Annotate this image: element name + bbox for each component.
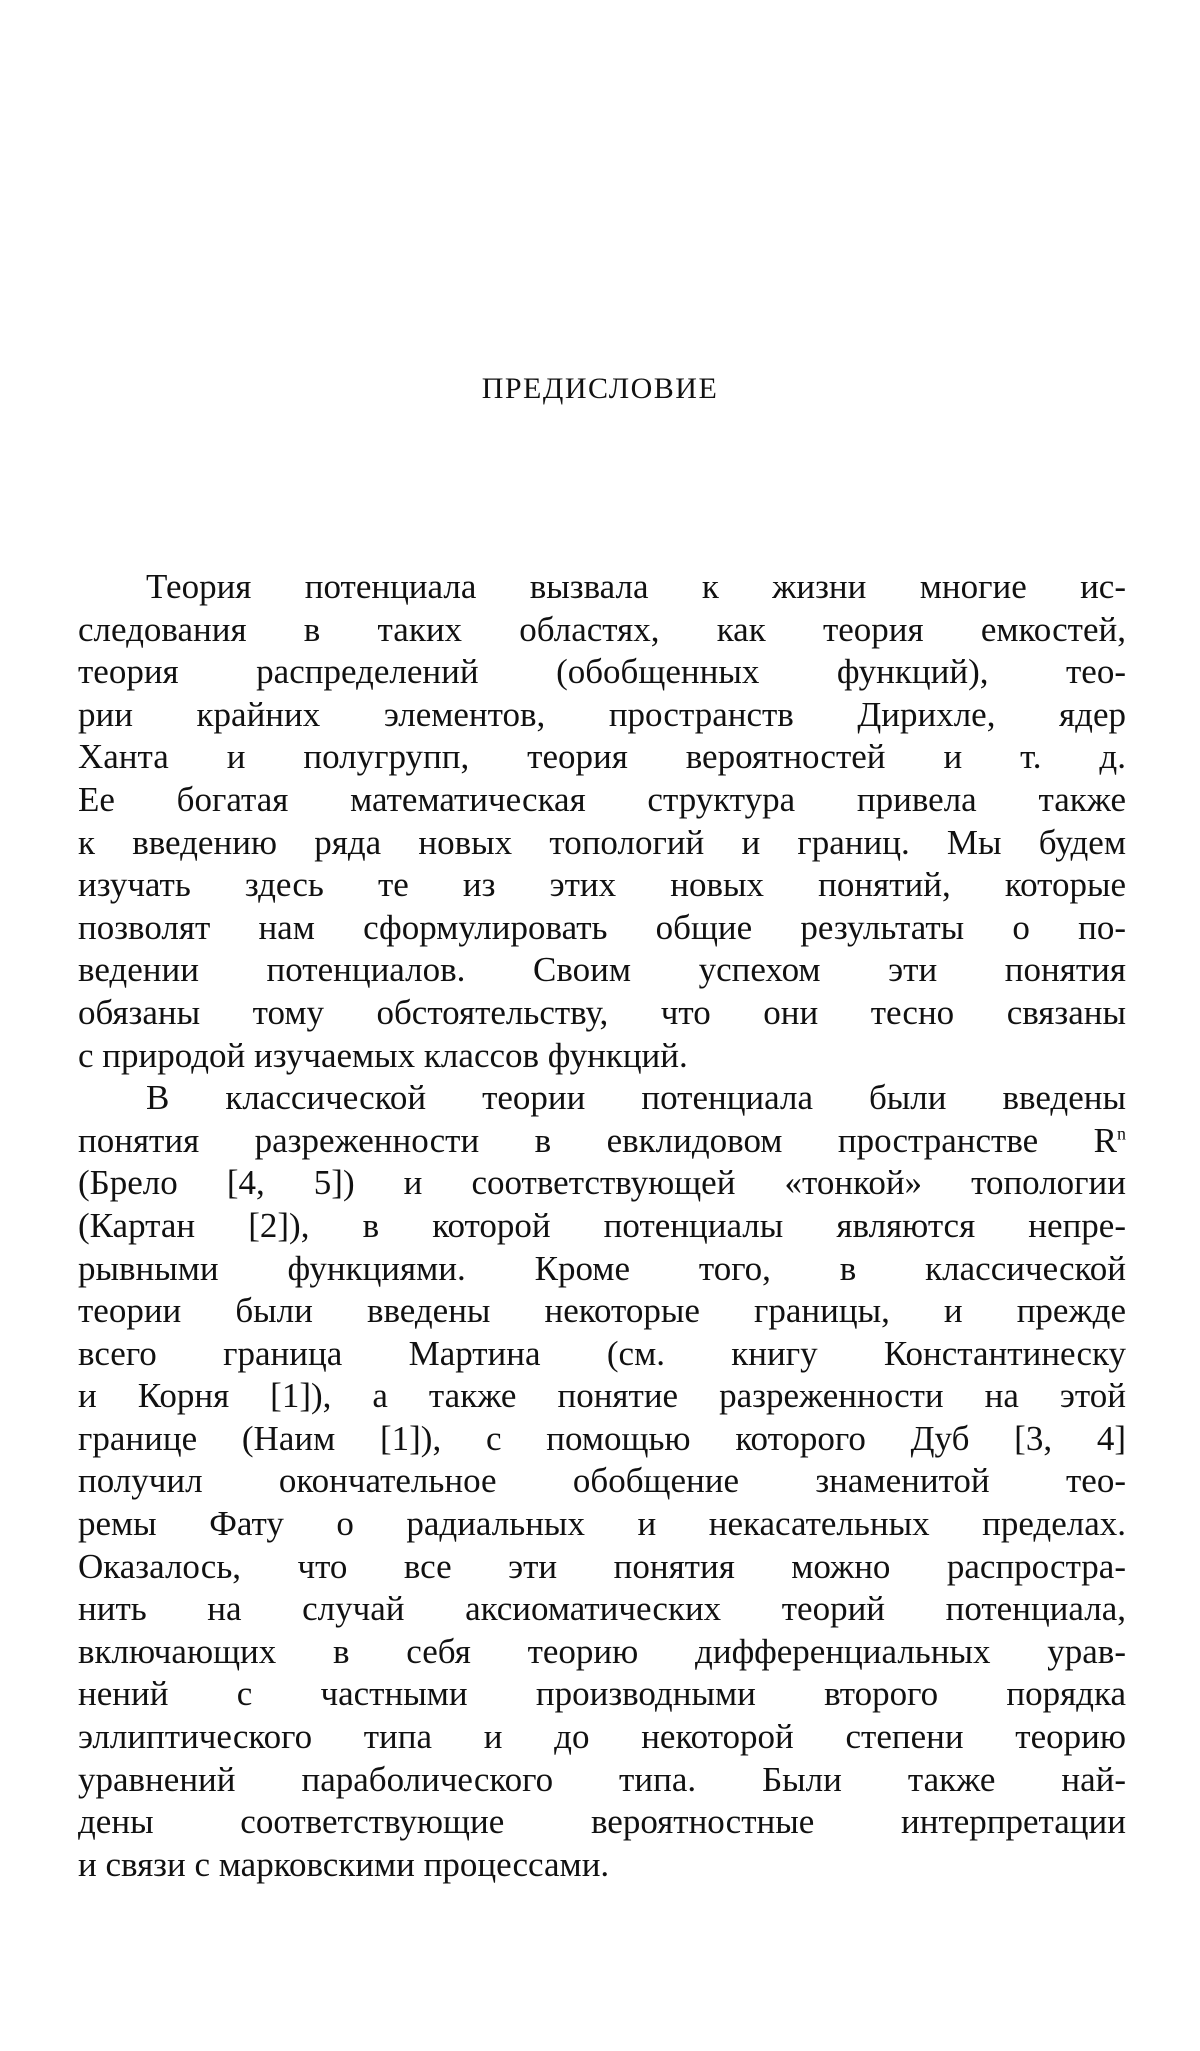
text-line: всего граница Мартина (см. книгу Константинеску: [78, 1333, 1126, 1373]
text-line: Оказалось, что все эти понятия можно распростра-: [78, 1546, 1126, 1586]
paragraph-1: [78, 566, 1126, 1077]
text-line: рывными функциями. Кроме того, в классической: [78, 1248, 1126, 1288]
text-line: и Корня [1]), а также понятие разреженности на этой: [78, 1376, 1126, 1416]
text-line: Ее богатая математическая структура привела также: [78, 779, 1126, 819]
text-line: нений с частными производными второго порядка: [78, 1674, 1126, 1714]
text-line: нить на случай аксиоматических теорий потенциала,: [78, 1589, 1126, 1629]
text-line: изучать здесь те из этих новых понятий, которые: [78, 865, 1126, 905]
text-line: рии крайних элементов, пространств Дирихле, ядер: [78, 694, 1126, 734]
text-line: обязаны тому обстоятельству, что они тесно связаны: [78, 992, 1126, 1032]
text-line: теории были введены некоторые границы, и прежде: [78, 1291, 1126, 1331]
text-line: включающих в себя теорию дифференциальных урав-: [78, 1631, 1126, 1671]
page-title: ПРЕДИСЛОВИЕ: [481, 372, 719, 405]
superscript-n: n: [1117, 1123, 1126, 1144]
text-line: эллиптического типа и до некоторой степени теорию: [78, 1717, 1126, 1757]
text-line: дены соответствующие вероятностные интерпретации: [78, 1802, 1126, 1842]
text-line: позволят нам сформулировать общие результаты о по-: [78, 907, 1126, 947]
text-line-main: понятия разреженности в евклидовом пространстве R: [78, 1120, 1117, 1160]
text-line: (Картан [2]), в которой потенциалы являются непре-: [78, 1205, 1126, 1245]
text-line: получил окончательное обобщение знаменитой тео-: [78, 1461, 1126, 1501]
text-line: В классической теории потенциала были введены: [146, 1078, 1126, 1118]
text-line: к введению ряда новых топологий и границ. Мы будем: [78, 822, 1126, 862]
text-line: с природой изучаемых классов функций.: [78, 1035, 688, 1075]
text-line-with-superscript: [78, 1120, 1126, 1163]
text-line: и связи с марковскими процессами.: [78, 1844, 610, 1884]
paragraph-2: [78, 1077, 1126, 1886]
text-line: (Брело [4, 5]) и соответствующей «тонкой» топологии: [78, 1163, 1126, 1203]
text-line: Ханта и полугрупп, теория вероятностей и т. д.: [78, 737, 1126, 777]
text-line: ведении потенциалов. Своим успехом эти понятия: [78, 950, 1126, 990]
text-line: границе (Наим [1]), с помощью которого Дуб [3, 4]: [78, 1418, 1126, 1458]
text-line: ремы Фату о радиальных и некасательных пределах.: [78, 1504, 1126, 1544]
text-line: следования в таких областях, как теория емкостей,: [78, 609, 1126, 649]
preface-text: [78, 566, 1126, 1886]
text-line: уравнений параболического типа. Были также най-: [78, 1759, 1126, 1799]
text-line: теория распределений (обобщенных функций), тео-: [78, 652, 1126, 692]
text-line: Теория потенциала вызвала к жизни многие ис-: [146, 567, 1126, 606]
